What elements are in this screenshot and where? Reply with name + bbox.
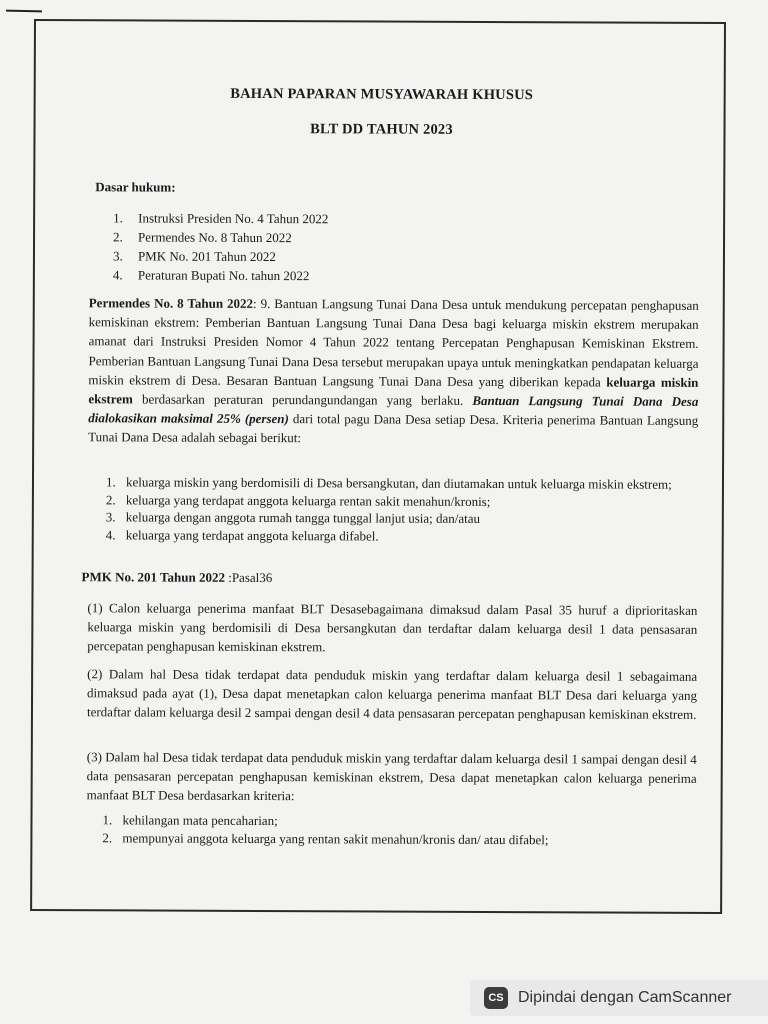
list-item: 3. PMK No. 201 Tahun 2022	[112, 248, 276, 265]
camscanner-watermark	[470, 980, 768, 1016]
list-item: 1. Instruksi Presiden No. 4 Tahun 2022	[113, 210, 329, 227]
list-item: 2. mempunyai anggota keluarga yang rentan sakit menahun/kronis dan/ atau difabel;	[102, 830, 549, 848]
pmk-article-3: (3) Dalam hal Desa tidak terdapat data penduduk miskin yang terdaftar dalam keluarga desil 1 sampai dengan desil 4 data pensasaran percepatan penghapusan kemiskinan ekstrem, Desa dapat menetapkan calon keluarga penerima manfaat BLT Desa berdasarkan kriteria:	[86, 749, 697, 804]
scan-edge-mark	[6, 10, 42, 13]
list-item: 4. Peraturan Bupati No. tahun 2022	[112, 267, 310, 284]
list-item: 1. keluarga miskin yang berdomisili di Desa bersangkutan, dan diutamakan untuk keluarga miskin ekstrem;	[105, 474, 672, 492]
criteria-list	[106, 473, 696, 546]
document-title: BAHAN PAPARAN MUSYAWARAH KHUSUS	[230, 85, 534, 104]
list-item: 2. Permendes No. 8 Tahun 2022	[113, 229, 292, 246]
legal-basis-list	[113, 208, 329, 285]
legal-basis-heading: Dasar hukum:	[95, 179, 176, 195]
list-item: 1. kehilangan mata pencaharian;	[102, 812, 278, 829]
list-item: 4. keluarga yang terdapat anggota keluarga difabel.	[105, 526, 379, 544]
camscanner-label: Dipindai dengan CamScanner	[518, 989, 732, 1006]
pmk-article-1: (1) Calon keluarga penerima manfaat BLT Desasebagaimana dimaksud dalam Pasal 35 huruf a diprioritaskan keluarga miskin yang berdomisili di Desa bersangkutan dan terdaftar dalam keluarga desil 1 data pensasaran percepatan penghapusan kemiskinan ekstrem.	[87, 600, 698, 655]
list-item: 3. keluarga dengan anggota rumah tangga tunggal lanjut usia; dan/atau	[105, 509, 481, 526]
document-page	[30, 19, 726, 914]
camscanner-logo-icon: CS	[484, 987, 508, 1009]
document-subtitle: BLT DD TAHUN 2023	[310, 121, 453, 138]
list-item: 2. keluarga yang terdapat anggota keluarga rentan sakit menahun/kronis;	[105, 491, 491, 509]
permendes-paragraph: Permendes No. 8 Tahun 2022: 9. Bantuan Langsung Tunai Dana Desa untuk mendukung percepatan penghapusan kemiskinan ekstrem: Pemberian Bantuan Langsung Tunai Dana Desa bagi keluarga miskin ekstrem merupakan amanat dari Instruksi Presiden Nomor 4 Tahun 2022 tentang Percepatan Penghapusan Kemiskinan Ekstrem. Pemberian Bantuan Langsung Tunai Dana Desa tersebut merupakan upaya untuk meningkatkan pendapatan keluarga miskin ekstrem di Desa. Besaran Bantuan Langsung Tunai Dana Desa yang diberikan kepada keluarga miskin ekstrem berdasarkan peraturan perundangundangan yang berlaku. Bantuan Langsung Tunai Dana Desa dialokasikan maksimal 25% (persen) dari total pagu Dana Desa setiap Desa. Kriteria penerima Bantuan Langsung Tunai Dana Desa adalah sebagai berikut:	[88, 295, 699, 446]
pmk-article-2: (2) Dalam hal Desa tidak terdapat data penduduk miskin yang terdaftar dalam keluarga desil 1 sebagaimana dimaksud pada ayat (1), Desa dapat menetapkan calon keluarga penerima manfaat BLT Desa dari keluarga yang terdaftar dalam keluarga desil 2 sampai dengan desil 4 data pensasaran percepatan penghapusan kemiskinan ekstrem.	[86, 666, 698, 723]
permendes-label: Permendes No. 8 Tahun 2022	[88, 295, 254, 311]
pmk-criteria-list	[102, 811, 692, 850]
pmk-heading: PMK No. 201 Tahun 2022 :Pasal36	[81, 569, 273, 586]
